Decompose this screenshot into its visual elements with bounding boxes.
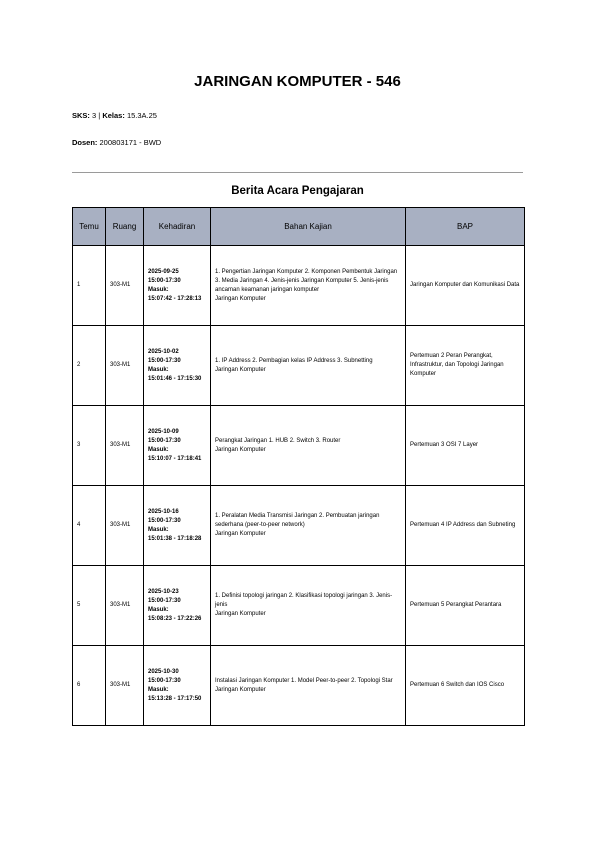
- kehadiran-jam: 15:00-17:30: [148, 277, 181, 284]
- cell-bap: Pertemuan 5 Perangkat Perantara: [406, 566, 525, 646]
- header-kehadiran: Kehadiran: [144, 208, 211, 246]
- header-bahan-kajian: Bahan Kajian: [211, 208, 406, 246]
- bahan-kajian-text: 1. Peralatan Media Transmisi Jaringan 2. Pembuatan jaringan sederhana (peer-to-peer network): [215, 513, 380, 528]
- course-meta-sks-kelas: [72, 111, 157, 120]
- cell-ruang: 303-M1: [106, 566, 144, 646]
- cell-kehadiran: [144, 646, 211, 726]
- kehadiran-waktu: 15:13:28 - 17:17:50: [148, 695, 202, 702]
- cell-temu: 4: [73, 486, 106, 566]
- kehadiran-masuk: Masuk:: [148, 366, 169, 373]
- cell-temu: 5: [73, 566, 106, 646]
- kehadiran-tanggal: 2025-10-02: [148, 348, 179, 355]
- bahan-kajian-subject: Jaringan Komputer: [215, 611, 266, 617]
- bahan-kajian-subject: Jaringan Komputer: [215, 366, 266, 373]
- cell-ruang: 303-M1: [106, 326, 144, 406]
- sks-value: 3: [92, 111, 97, 120]
- sks-label: SKS:: [72, 111, 90, 120]
- bahan-kajian-subject: Jaringan Komputer: [215, 446, 266, 453]
- cell-kehadiran: [144, 566, 211, 646]
- dosen-value: 200803171 - BWD: [99, 138, 162, 147]
- bahan-kajian-text: Instalasi Jaringan Komputer 1. Model Peer-to-peer 2. Topologi Star: [215, 677, 393, 684]
- bahan-kajian-text: 1. Definisi topologi jaringan 2. Klasifikasi topologi jaringan 3. Jenis-jenis: [215, 593, 393, 608]
- bahan-kajian-text: Perangkat Jaringan 1. HUB 2. Switch 3. Router: [215, 437, 341, 444]
- cell-ruang: 303-M1: [106, 246, 144, 326]
- kehadiran-jam: 15:00-17:30: [148, 517, 181, 524]
- cell-kehadiran: [144, 406, 211, 486]
- divider: [72, 172, 523, 173]
- cell-ruang: 303-M1: [106, 646, 144, 726]
- kehadiran-waktu: 15:01:38 - 17:18:28: [148, 535, 202, 542]
- header-ruang: Ruang: [106, 208, 144, 246]
- bahan-kajian-subject: Jaringan Komputer: [215, 686, 266, 693]
- table-row: [73, 486, 525, 566]
- header-temu: Temu: [73, 208, 106, 246]
- page-title: JARINGAN KOMPUTER - 546: [194, 73, 401, 90]
- bahan-kajian-text: 1. Pengertian Jaringan Komputer 2. Komponen Pembentuk Jaringan 3. Media Jaringan 4. Jenis-jenis Jaringan Komputer 5. Jenis-jenis ancaman keamanan jaringan komputer: [215, 268, 398, 293]
- kehadiran-masuk: Masuk:: [148, 446, 169, 453]
- kelas-value: 15.3A.25: [126, 111, 157, 120]
- cell-temu: 2: [73, 326, 106, 406]
- table-row: [73, 326, 525, 406]
- table-row: [73, 566, 525, 646]
- kehadiran-jam: 15:00-17:30: [148, 437, 181, 444]
- kehadiran-jam: 15:00-17:30: [148, 597, 181, 604]
- kehadiran-masuk: Masuk:: [148, 606, 169, 613]
- kehadiran-tanggal: 2025-10-30: [148, 668, 179, 675]
- kehadiran-tanggal: 2025-09-25: [148, 268, 179, 275]
- cell-bap: Pertemuan 4 IP Address dan Subneting: [406, 486, 525, 566]
- cell-bahan-kajian: [211, 566, 406, 646]
- kehadiran-waktu: 15:08:23 - 17:22:26: [148, 615, 202, 622]
- kehadiran-waktu: 15:07:42 - 17:28:13: [148, 295, 202, 302]
- kehadiran-jam: 15:00-17:30: [148, 357, 181, 364]
- cell-bahan-kajian: [211, 486, 406, 566]
- table-row: [73, 646, 525, 726]
- kehadiran-waktu: 15:01:46 - 17:15:30: [148, 375, 202, 382]
- cell-temu: 6: [73, 646, 106, 726]
- kehadiran-jam: 15:00-17:30: [148, 677, 181, 684]
- cell-kehadiran: [144, 486, 211, 566]
- cell-ruang: 303-M1: [106, 406, 144, 486]
- cell-bahan-kajian: [211, 246, 406, 326]
- kehadiran-masuk: Masuk:: [148, 286, 169, 293]
- cell-kehadiran: [144, 246, 211, 326]
- bahan-kajian-text: 1. IP Address 2. Pembagian kelas IP Address 3. Subnetting: [215, 357, 373, 364]
- kehadiran-masuk: Masuk:: [148, 686, 169, 693]
- bap-table: [72, 207, 525, 726]
- course-meta-dosen: [72, 138, 161, 147]
- bahan-kajian-subject: Jaringan Komputer: [215, 295, 266, 302]
- cell-bap: Pertemuan 2 Peran Perangkat, Infrastruktur, dan Topologi Jaringan Komputer: [406, 326, 525, 406]
- kehadiran-tanggal: 2025-10-09: [148, 428, 179, 435]
- cell-temu: 3: [73, 406, 106, 486]
- kehadiran-tanggal: 2025-10-23: [148, 588, 179, 595]
- kehadiran-waktu: 15:10:07 - 17:18:41: [148, 455, 202, 462]
- cell-bahan-kajian: [211, 326, 406, 406]
- kelas-label: Kelas:: [102, 111, 125, 120]
- table-row: [73, 406, 525, 486]
- section-title: Berita Acara Pengajaran: [231, 185, 364, 197]
- cell-temu: 1: [73, 246, 106, 326]
- cell-bahan-kajian: [211, 646, 406, 726]
- cell-bap: Jaringan Komputer dan Komunikasi Data: [406, 246, 525, 326]
- kehadiran-masuk: Masuk:: [148, 526, 169, 533]
- cell-bap: Pertemuan 3 OSI 7 Layer: [406, 406, 525, 486]
- meta-separator: |: [98, 111, 101, 120]
- table-header-row: [73, 208, 525, 246]
- bahan-kajian-subject: Jaringan Komputer: [215, 531, 266, 537]
- cell-bahan-kajian: [211, 406, 406, 486]
- cell-bap: Pertemuan 6 Switch dan IOS Cisco: [406, 646, 525, 726]
- cell-kehadiran: [144, 326, 211, 406]
- header-bap: BAP: [406, 208, 525, 246]
- dosen-label: Dosen:: [72, 138, 98, 147]
- table-row: [73, 246, 525, 326]
- cell-ruang: 303-M1: [106, 486, 144, 566]
- kehadiran-tanggal: 2025-10-16: [148, 508, 179, 515]
